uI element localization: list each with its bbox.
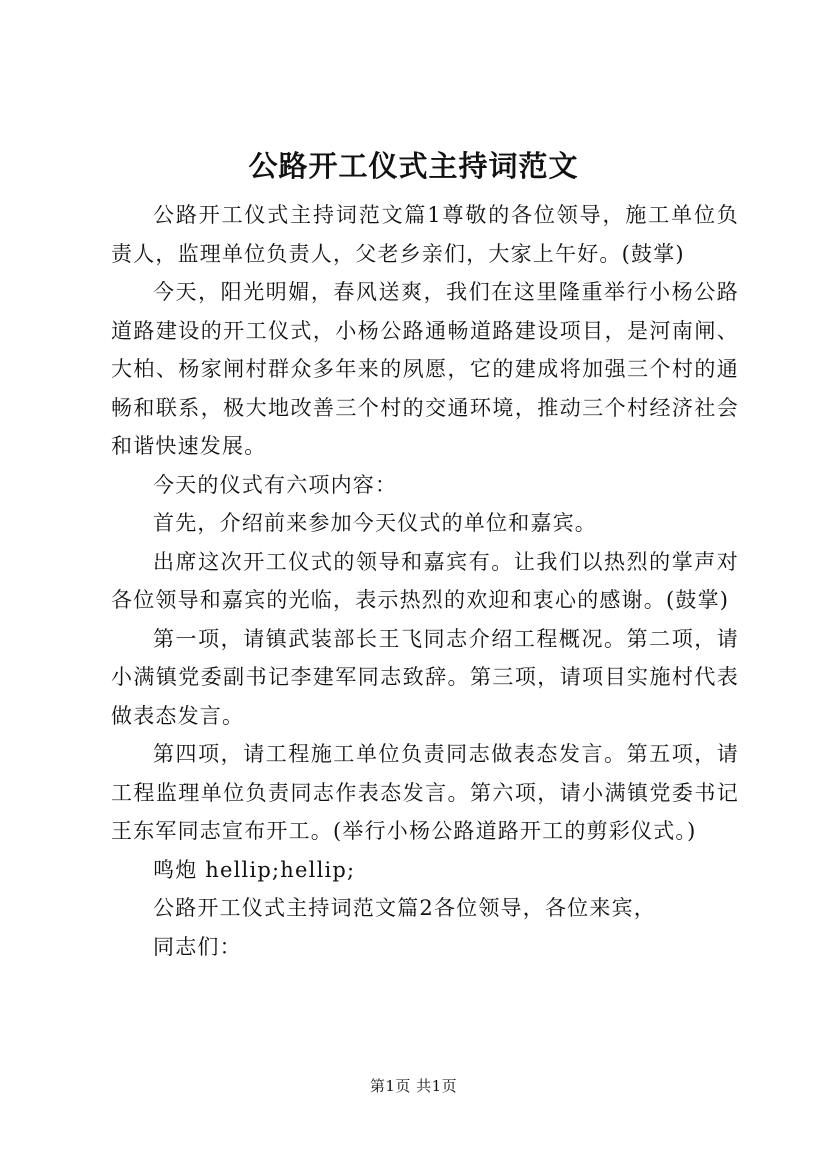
paragraph: 今天，阳光明媚，春风送爽，我们在这里隆重举行小杨公路道路建设的开工仪式，小杨公路通畅道路建设项目，是河南闸、大柏、杨家闸村群众多年来的夙愿，它的建成将加强三个村的通畅和联系，极大地改善三个村的交通环境，推动三个村经济社会和谐快速发展。 [111,280,739,458]
paragraph: 出席这次开工仪式的领导和嘉宾有。让我们以热烈的掌声对各位领导和嘉宾的光临，表示热烈的欢迎和衷心的感谢。(鼓掌) [111,549,739,612]
paragraph: 第一项，请镇武装部长王飞同志介绍工程概况。第二项，请小满镇党委副书记李建军同志致辞。第三项，请项目实施村代表做表态发言。 [111,626,739,728]
page-number-label: 第1页 共1页 [369,1077,458,1095]
paragraph: 公路开工仪式主持词范文篇2各位领导，各位来宾， [153,896,656,920]
paragraph: 今天的仪式有六项内容： [153,472,398,497]
page-footer [0,1076,827,1096]
paragraph: 第四项，请工程施工单位负责同志做表态发言。第五项，请工程监理单位负责同志作表态发言。第六项，请小满镇党委书记王东军同志宣布开工。(举行小杨公路道路开工的剪彩仪式。) [111,742,739,843]
document-body [111,196,739,966]
paragraph: 公路开工仪式主持词范文篇1尊敬的各位领导，施工单位负责人，监理单位负责人，父老乡亲们，大家上午好。(鼓掌) [111,203,739,266]
paragraph: 同志们： [153,934,242,959]
paragraph: 鸣炮 hellip;hellip; [153,857,356,882]
document-title: 公路开工仪式主持词范文 [248,149,579,183]
paragraph: 首先，介绍前来参加今天仪式的单位和嘉宾。 [153,511,597,535]
